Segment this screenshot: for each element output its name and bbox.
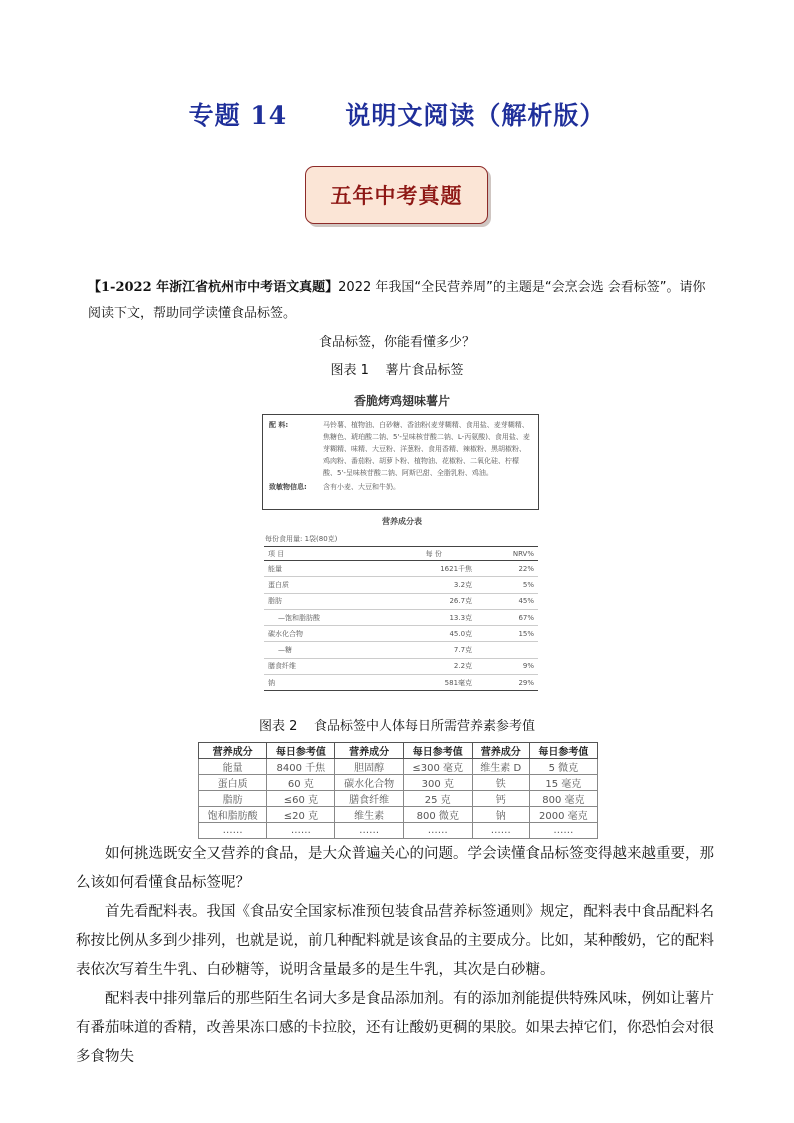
nutrient-nrv: 22% (476, 561, 538, 577)
ingredients-label: 配 料: (269, 421, 289, 429)
reference-cell: 碳水化合物 (335, 775, 403, 791)
reference-cell: 15 毫克 (529, 775, 597, 791)
nutrient-name: 能量 (264, 561, 391, 577)
nutrition-row (264, 626, 538, 642)
reference-row (199, 807, 598, 823)
reference-cell: 胆固醇 (335, 759, 403, 775)
reference-cell: 维生素 D (472, 759, 529, 775)
reference-cell: 钙 (472, 791, 529, 807)
nutrition-col-nrv: NRV% (476, 547, 538, 561)
reference-cell: 2000 毫克 (529, 807, 597, 823)
nutrition-row (264, 642, 538, 658)
reference-cell: …… (199, 823, 267, 839)
nutrient-nrv: 9% (476, 658, 538, 674)
nutrition-row (264, 561, 538, 577)
nutrition-row (264, 609, 538, 625)
reference-header-row (199, 743, 598, 759)
reference-row (199, 823, 598, 839)
reference-cell: 8400 千焦 (267, 759, 335, 775)
nutrient-nrv: 15% (476, 626, 538, 642)
food-label-figure (262, 386, 542, 698)
reference-cell: ≤60 克 (267, 791, 335, 807)
nutrient-value: 13.3克 (391, 609, 476, 625)
nutrient-nrv: 45% (476, 593, 538, 609)
nutrient-value: 45.0克 (391, 626, 476, 642)
reference-header: 营养成分 (199, 743, 267, 759)
question-source: 【1-2022 年浙江省杭州市中考语文真题】 (88, 280, 339, 295)
nutrient-value: 581毫克 (391, 675, 476, 691)
reference-cell: 300 克 (403, 775, 472, 791)
reference-cell: 800 微克 (403, 807, 472, 823)
reference-header: 营养成分 (335, 743, 403, 759)
label-product-name: 香脆烤鸡翅味薯片 (353, 394, 450, 408)
reference-cell: 铁 (472, 775, 529, 791)
nutrient-nrv: 5% (476, 577, 538, 593)
reference-row (199, 791, 598, 807)
page-title: 专题 14 说明文阅读（解析版） (188, 101, 606, 130)
nutrient-value: 2.2克 (391, 658, 476, 674)
reference-cell: ≤20 克 (267, 807, 335, 823)
allergen-text: 含有小麦、大豆和牛奶。 (323, 483, 400, 491)
reference-cell: …… (267, 823, 335, 839)
reference-cell: …… (403, 823, 472, 839)
nutrient-name: —饱和脂肪酸 (264, 609, 391, 625)
nutrient-name: 膳食纤维 (264, 658, 391, 674)
reference-row (199, 759, 598, 775)
reference-cell: 5 微克 (529, 759, 597, 775)
reference-cell: 能量 (199, 759, 267, 775)
body-paragraph: 配料表中排列靠后的那些陌生名词大多是食品添加剂。有的添加剂能提供特殊风味，例如让薯片有番茄味道的香精，改善果冻口感的卡拉胶，还有让酸奶更稠的果胶。如果去掉它们，你恐怕会对很多食物失 (76, 991, 714, 1065)
nutrition-row (264, 593, 538, 609)
serving-size: 每份食用量: 1袋(80克) (265, 535, 338, 543)
question-intro (88, 275, 718, 327)
reference-header: 每日参考值 (403, 743, 472, 759)
reference-cell: 脂肪 (199, 791, 267, 807)
reference-cell: …… (472, 823, 529, 839)
body-paragraph: 首先看配料表。我国《食品安全国家标准预包装食品营养标签通则》规定，配料表中食品配料名称按比例从多到少排列，也就是说，前几种配料就是该食品的主要成分。比如，某种酸奶，它的配料表依次写着生牛乳、白砂糖等，说明含量最多的是生牛乳，其次是白砂糖。 (76, 904, 714, 978)
reference-cell: 25 克 (403, 791, 472, 807)
question-intro-text: 2022 年我国“全民营养周”的主题是“会烹会选 会看标签”。请你阅读下文，帮助同学读懂食品标签。 (88, 280, 706, 321)
reference-cell: 800 毫克 (529, 791, 597, 807)
reference-cell: ≤300 毫克 (403, 759, 472, 775)
nutrient-name: 脂肪 (264, 593, 391, 609)
nutrient-nrv: 67% (476, 609, 538, 625)
allergen-label: 致敏物信息: (269, 483, 307, 491)
nutrient-name: 蛋白质 (264, 577, 391, 593)
reference-cell: 60 克 (267, 775, 335, 791)
section-banner-label: 五年中考真题 (330, 183, 463, 208)
nutrition-title: 营养成分表 (382, 517, 422, 526)
reference-cell: 钠 (472, 807, 529, 823)
article-title: 食品标签，你能看懂多少？ (318, 335, 475, 350)
reference-cell: 维生素 (335, 807, 403, 823)
nutrient-value: 26.7克 (391, 593, 476, 609)
nutrition-row (264, 675, 538, 691)
figure2-caption: 图表 2 食品标签中人体每日所需营养素参考值 (259, 719, 535, 734)
reference-header: 每日参考值 (529, 743, 597, 759)
reference-cell: 饱和脂肪酸 (199, 807, 267, 823)
ingredients-text: 马铃薯、植物油、白砂糖、香油粉(麦芽糊精、食用盐、麦芽糊精、焦糖色、琥珀酸二钠、5'-呈味核苷酸二钠、L-丙氨酸)、食用盐、麦芽糊精、味精、大豆粉、洋葱粉、食用香精、辣椒粉、黑胡椒粉、鸡肉粉、番茄粉、胡萝卜粉、植物油、花椒粉、二氧化硅、柠檬酸、5'-呈味核苷酸二钠、阿斯巴甜、全脂乳粉、鸡油。 (323, 421, 530, 477)
nutrient-name: 钠 (264, 675, 391, 691)
nutrient-value: 3.2克 (391, 577, 476, 593)
reference-cell: …… (529, 823, 597, 839)
reference-header: 每日参考值 (267, 743, 335, 759)
nutrient-nrv: 29% (476, 675, 538, 691)
nutrition-col-value: 每 份 (391, 547, 476, 561)
nutrient-value: 7.7克 (391, 642, 476, 658)
daily-reference-table (198, 742, 598, 839)
section-banner (305, 166, 488, 224)
nutrition-row (264, 658, 538, 674)
reference-cell: …… (335, 823, 403, 839)
nutrition-col-item: 项 目 (264, 547, 391, 561)
body-paragraph: 如何挑选既安全又营养的食品，是大众普遍关心的问题。学会读懂食品标签变得越来越重要，那么该如何看懂食品标签呢？ (76, 846, 714, 891)
nutrient-value: 1621千焦 (391, 561, 476, 577)
reference-row (199, 775, 598, 791)
figure1-caption: 图表 1 薯片食品标签 (330, 363, 464, 378)
reference-header: 营养成分 (472, 743, 529, 759)
article-body (76, 840, 724, 1072)
reference-cell: 蛋白质 (199, 775, 267, 791)
nutrient-name: 碳水化合物 (264, 626, 391, 642)
reference-cell: 膳食纤维 (335, 791, 403, 807)
nutrition-row (264, 577, 538, 593)
ingredients-box (262, 414, 539, 510)
nutrition-table (264, 546, 538, 691)
nutrient-nrv (476, 642, 538, 658)
nutrient-name: —糖 (264, 642, 391, 658)
